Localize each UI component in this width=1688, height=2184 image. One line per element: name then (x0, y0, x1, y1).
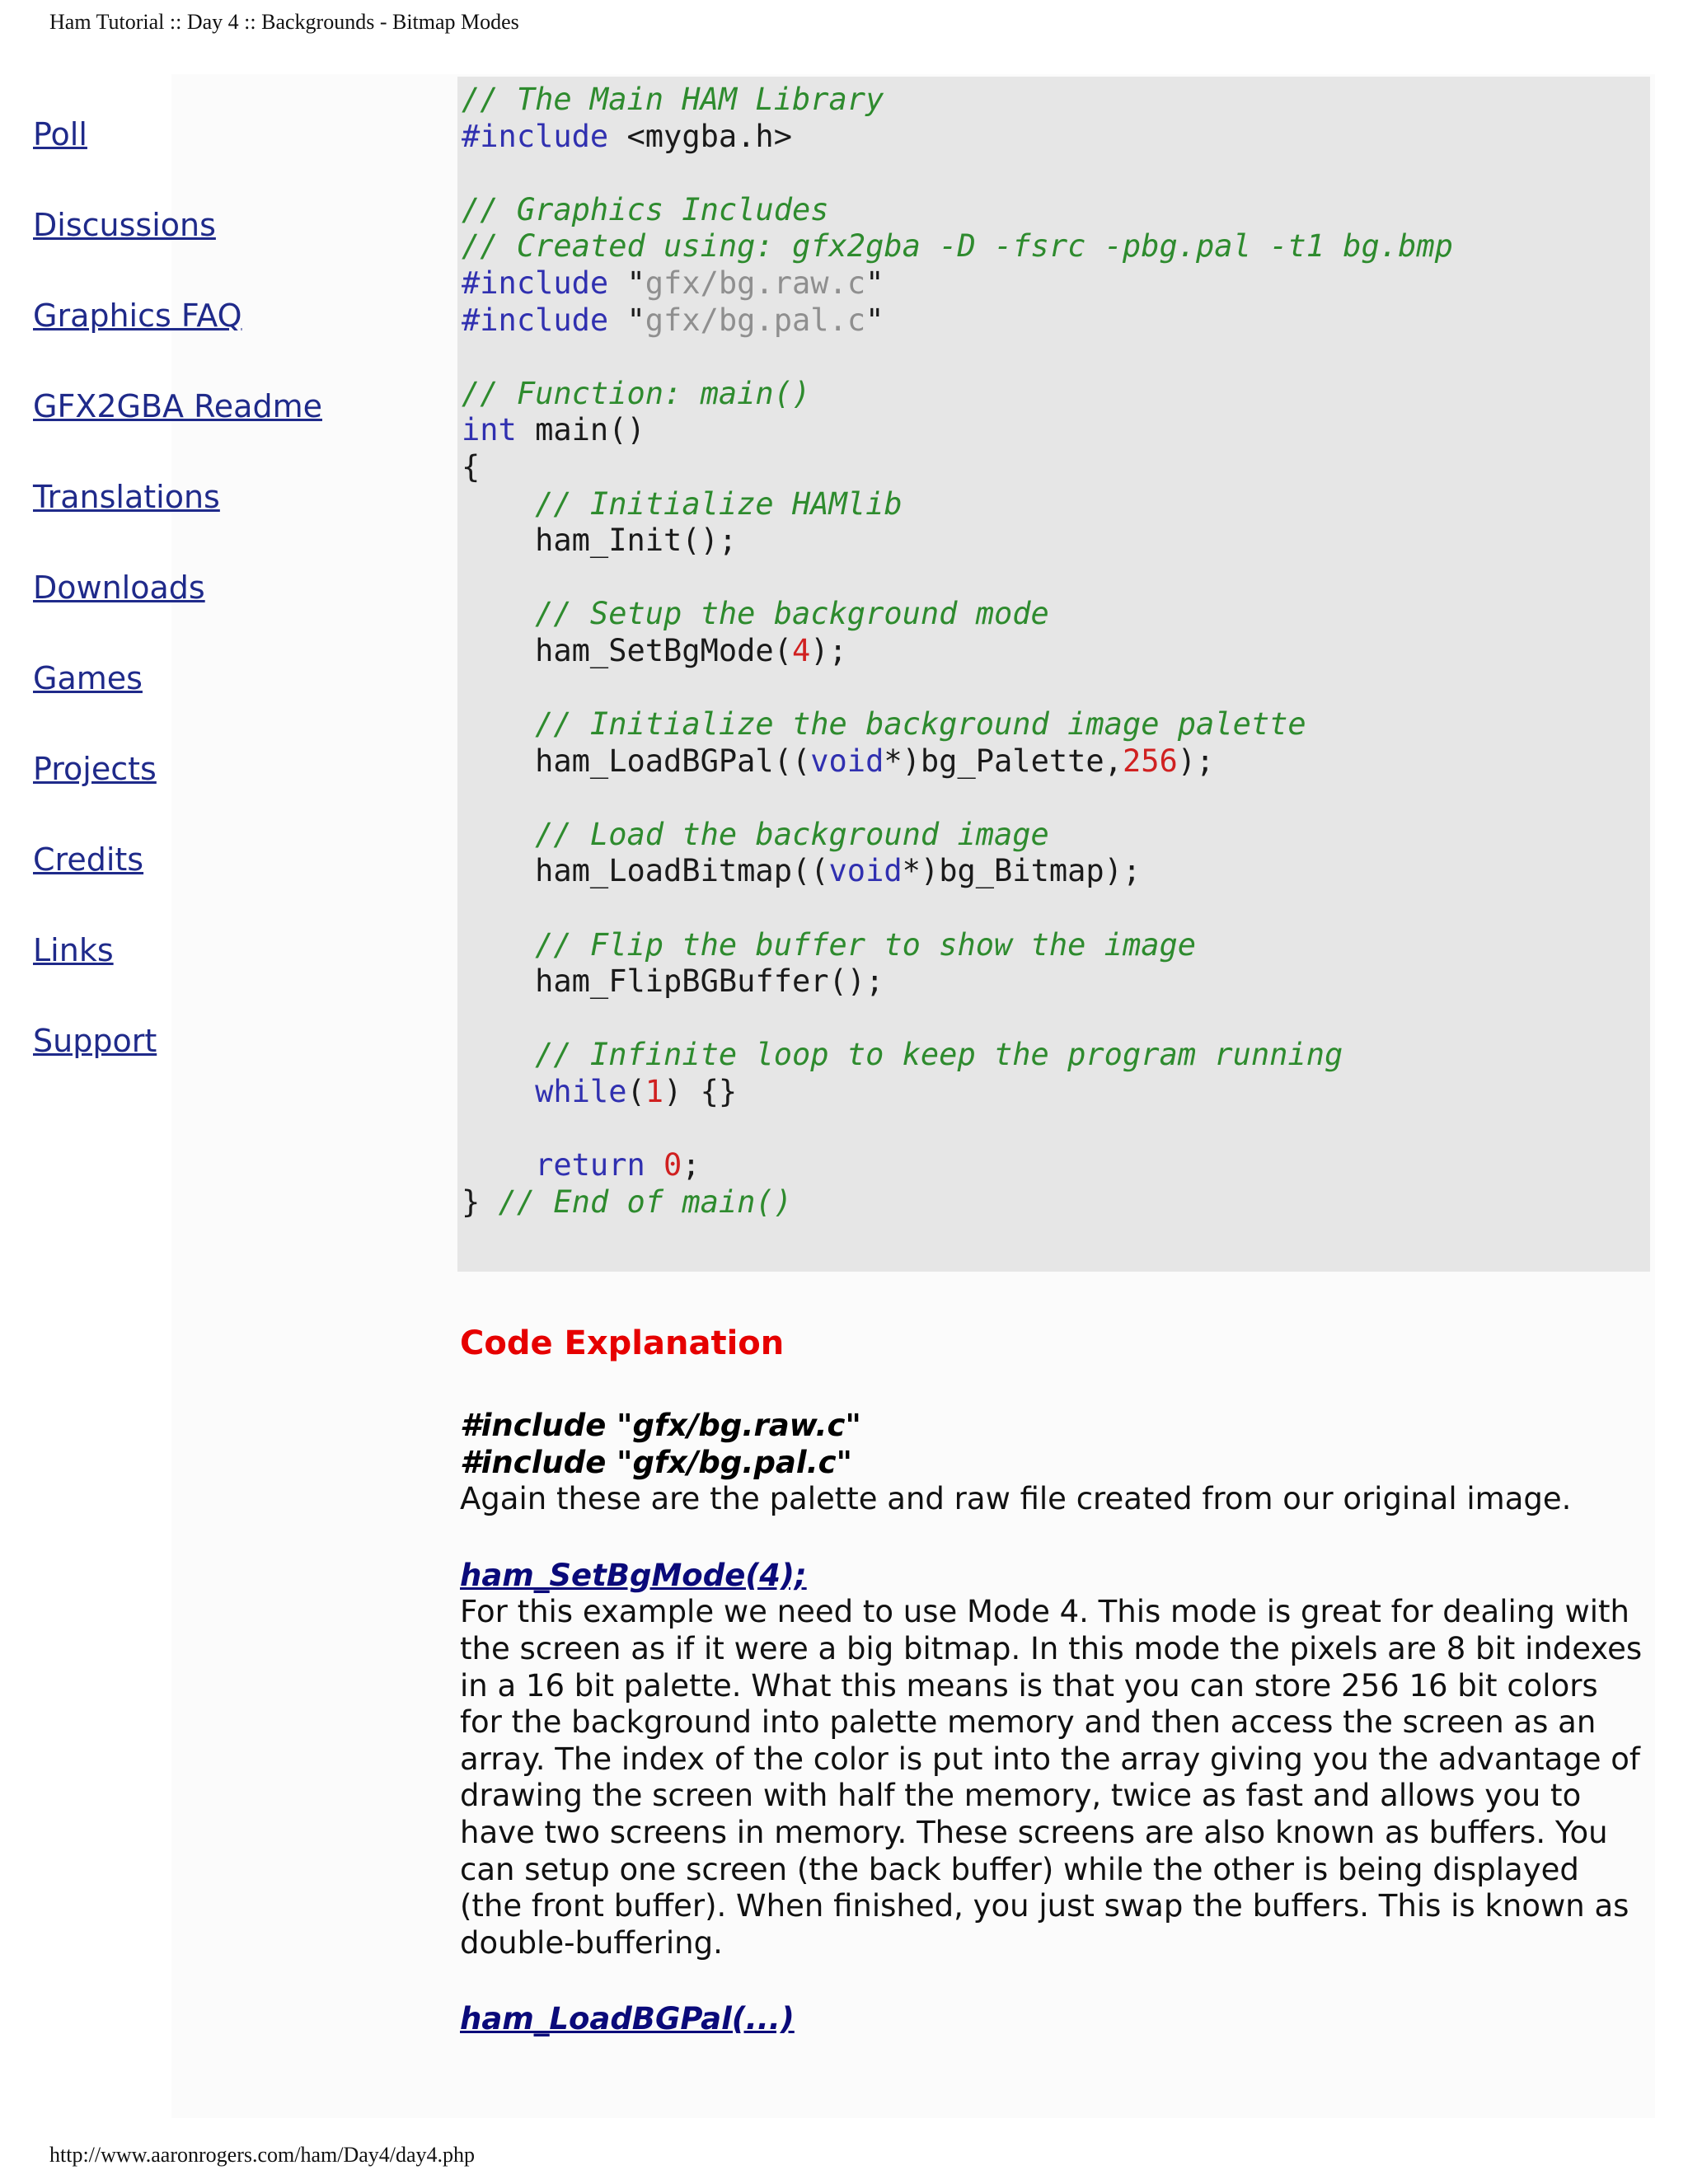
code-token (462, 596, 535, 631)
sidebar-link-discussions[interactable]: Discussions (33, 207, 216, 243)
code-number: 4 (791, 632, 811, 668)
code-line (462, 486, 903, 522)
code-line (462, 412, 645, 448)
include-pal-code: #include "gfx/bg.pal.c" (460, 1444, 852, 1480)
code-keyword: void (828, 853, 903, 889)
code-keyword: #include (462, 265, 609, 301)
code-token (645, 1147, 663, 1183)
code-number: 256 (1122, 743, 1178, 779)
code-token: ham_FlipBGBuffer(); (462, 963, 884, 1000)
code-line (462, 817, 1049, 852)
code-line (462, 853, 1141, 888)
code-comment: // Created using: gfx2gba -D -fsrc -pbg.pal -t1 bg.bmp (462, 228, 1453, 265)
code-token: <mygba.h> (608, 118, 792, 154)
code-line (462, 596, 1049, 631)
code-keyword: int (462, 412, 517, 448)
code-token: ham_LoadBGPal(( (462, 743, 811, 779)
code-token: ham_LoadBitmap(( (462, 853, 829, 889)
code-keyword: return (535, 1147, 645, 1183)
code-token: { (462, 448, 481, 485)
code-keyword: void (810, 743, 884, 779)
code-string: gfx/bg.raw.c (645, 265, 866, 301)
code-token (462, 1037, 535, 1072)
code-line (462, 706, 1306, 742)
code-token: *)bg_Palette, (884, 743, 1123, 779)
include-raw-code: #include "gfx/bg.raw.c" (460, 1408, 861, 1443)
code-comment: // End of main() (498, 1183, 792, 1220)
sidebar-link-links[interactable]: Links (33, 932, 114, 968)
code-line (462, 449, 480, 485)
setbgmode-link[interactable]: ham_SetBgMode(4); (460, 1557, 807, 1593)
code-line (462, 1037, 1343, 1072)
code-line (462, 963, 884, 999)
code-number: 0 (663, 1147, 682, 1183)
setbgmode-description: For this example we need to use Mode 4. This mode is great for dealing with the screen as if it were a big bitmap. In this mode the pixels are 8 bit indexes in a 16 bit palette. What this means is that you can store 256 16 bit colors for the background into palette memory and then access the screen as an array. The index of the color is put into the array giving you the advantage of drawing the screen with half the memory, twice as fast and allows you to have two screens in memory. These screens are also known as buffers. You can setup one screen (the back buffer) while the other is being displayed (the front buffer). When finished, you just swap the buffers. This is known as double-buffering. (460, 1594, 1643, 1961)
sidebar-link-graphics-faq[interactable]: Graphics FAQ (33, 298, 242, 334)
code-keyword: while (535, 1074, 627, 1110)
code-token: } (462, 1183, 499, 1220)
code-string: gfx/bg.pal.c (645, 302, 866, 338)
code-line (462, 82, 884, 117)
code-comment: // Function: main() (462, 375, 811, 411)
code-explanation-section (460, 1319, 1647, 2038)
sidebar-link-projects[interactable]: Projects (33, 751, 157, 787)
code-comment: // Load the background image (535, 816, 1049, 852)
code-token: " (608, 265, 645, 301)
code-token (462, 486, 535, 522)
code-line (462, 1074, 737, 1109)
code-comment: // Infinite loop to keep the program running (535, 1037, 1343, 1073)
code-token: ); (1177, 743, 1215, 779)
code-token (462, 927, 535, 963)
code-token: ) {} (663, 1074, 738, 1110)
sidebar-link-credits[interactable]: Credits (33, 841, 144, 878)
sidebar-link-downloads[interactable]: Downloads (33, 569, 205, 606)
sidebar-link-poll[interactable]: Poll (33, 116, 87, 152)
code-comment: // Initialize the background image palette (535, 706, 1306, 743)
code-token (462, 817, 535, 852)
code-line (462, 376, 810, 411)
code-line (462, 1184, 792, 1220)
code-token: main() (516, 412, 645, 448)
explanation-item-includes (460, 1408, 1647, 1518)
code-token: ; (682, 1147, 701, 1183)
code-token: " (865, 302, 884, 338)
code-keyword: #include (462, 118, 609, 154)
sidebar-link-games[interactable]: Games (33, 660, 143, 696)
code-keyword: #include (462, 302, 609, 338)
code-comment: // Initialize HAMlib (535, 485, 903, 522)
code-line (462, 228, 1453, 264)
code-token: ); (810, 632, 847, 668)
page-header-title: Ham Tutorial :: Day 4 :: Backgrounds - Bitmap Modes (49, 10, 519, 34)
sidebar-link-support[interactable]: Support (33, 1023, 157, 1059)
code-token: ( (626, 1074, 645, 1110)
sidebar-link-gfx2gba-readme[interactable]: GFX2GBA Readme (33, 388, 322, 424)
code-line (462, 633, 847, 668)
code-line (462, 119, 792, 154)
code-comment: // Graphics Includes (462, 191, 829, 227)
explanation-item-loadbgpal (460, 2001, 1647, 2038)
code-token: ham_SetBgMode( (462, 632, 792, 668)
code-token: ham_Init(); (462, 523, 738, 559)
code-line (462, 927, 1196, 963)
code-line (462, 265, 884, 301)
code-comment: // The Main HAM Library (462, 82, 884, 117)
code-explanation-heading: Code Explanation (460, 1324, 785, 1362)
code-line (462, 1147, 701, 1183)
code-token (462, 706, 535, 742)
explanation-item-setbgmode (460, 1558, 1647, 1962)
code-line (462, 743, 1214, 779)
code-comment: // Flip the buffer to show the image (535, 926, 1197, 963)
code-listing (457, 77, 1650, 1272)
code-text (462, 82, 1453, 1221)
loadbgpal-link[interactable]: ham_LoadBGPal(...) (460, 2001, 795, 2037)
sidebar-nav (33, 114, 322, 1111)
code-line (462, 302, 884, 338)
sidebar-link-translations[interactable]: Translations (33, 479, 220, 515)
code-comment: // Setup the background mode (535, 596, 1049, 632)
code-token (462, 1074, 535, 1109)
include-description: Again these are the palette and raw file created from our original image. (460, 1481, 1572, 1517)
code-line (462, 523, 737, 558)
code-line (462, 192, 829, 227)
code-token (462, 1147, 535, 1183)
page-footer-url: http://www.aaronrogers.com/ham/Day4/day4.php (49, 2143, 476, 2167)
code-token: " (608, 302, 645, 338)
code-token: " (865, 265, 884, 301)
code-token: *)bg_Bitmap); (902, 853, 1142, 889)
code-number: 1 (645, 1074, 664, 1110)
